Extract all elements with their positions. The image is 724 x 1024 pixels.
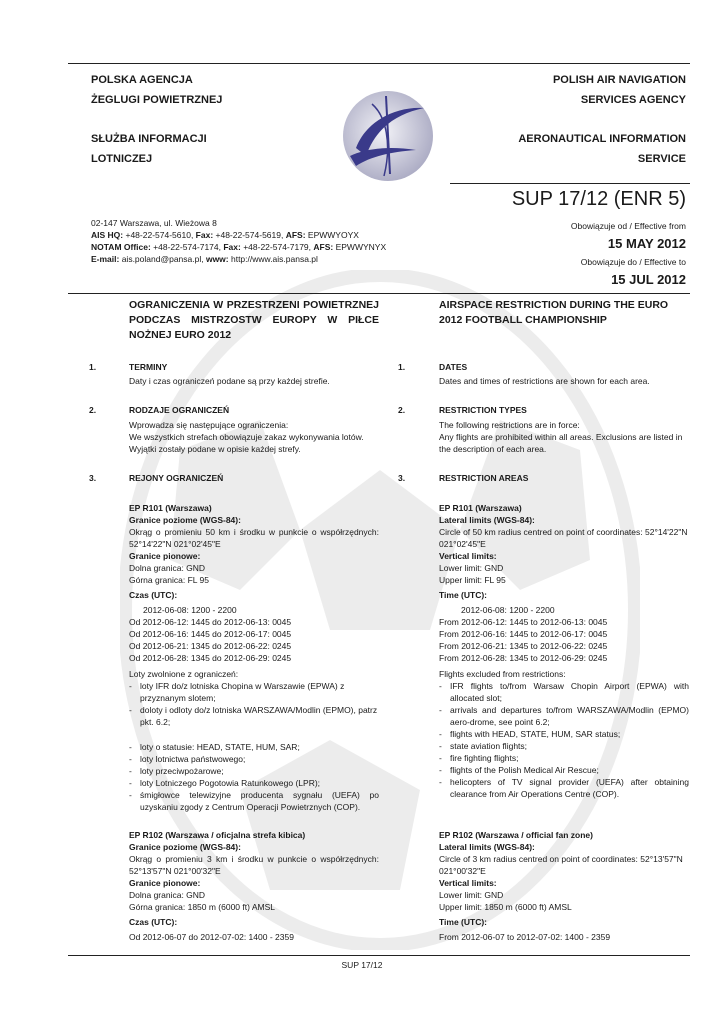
lower-limit: Lower limit: GND	[439, 890, 504, 900]
section-text-en: The following restrictions are in force: Any flights are prohibited within all areas. Exclusions are listed in the description of each area.	[439, 420, 683, 454]
section-text-pl: Daty i czas ograniczeń podane są przy każdej strefie.	[129, 376, 330, 386]
exclusion-item: - doloty i odloty do/z lotniska WARSZAWA/Modlin (EPMO), patrz pkt. 6.2;	[129, 704, 379, 728]
lateral-text: Okrąg o promieniu 3 km i środku w punkcie o współrzędnych: 52°13'57"N 021°00'32"E	[129, 854, 379, 876]
exclusions-label: Flights excluded from restrictions:	[439, 669, 566, 679]
vertical-label: Granice pionowe:	[129, 878, 201, 888]
section-number: 2.	[398, 405, 406, 415]
effective-from-date: 15 MAY 2012	[607, 236, 686, 251]
section-number: 1.	[398, 362, 406, 372]
upper-limit: Upper limit: FL 95	[439, 575, 506, 585]
upper-limit: Górna granica: 1850 m (6000 ft) AMSL	[129, 902, 275, 912]
area-r102-en	[439, 829, 689, 943]
lower-limit: Lower limit: GND	[439, 563, 504, 573]
exclusion-item: - helicopters of TV signal provider (UEFA) after obtaining clearance from Air Operations Centre (COP).	[439, 776, 689, 800]
time-line: From 2012-06-07 to 2012-07-02: 1400 - 2359	[439, 932, 611, 942]
lower-limit: Dolna granica: GND	[129, 890, 206, 900]
exclusion-item: - IFR flights to/from Warsaw Chopin Airport (EPWA) with allocated slot;	[439, 680, 689, 704]
contact-address: 02-147 Warszawa, ul. Wieżowa 8	[91, 218, 217, 228]
header-left-line: POLSKA AGENCJA	[91, 74, 193, 86]
pansa-logo-icon	[336, 86, 436, 186]
time-line: Od 2012-06-07 do 2012-07-02: 1400 - 2359	[129, 932, 294, 942]
footer-rule	[68, 955, 690, 956]
lateral-text: Okrąg o promieniu 50 km i środku w punkcie o współrzędnych: 52°14'22"N 021°02'45"E	[129, 527, 379, 549]
area-name: EP R101 (Warszawa)	[439, 503, 522, 513]
exclusion-item: - fire fighting flights;	[439, 752, 689, 764]
area-name: EP R102 (Warszawa / official fan zone)	[439, 830, 593, 840]
header-right-line: AERONAUTICAL INFORMATION	[518, 133, 686, 145]
title-pl: OGRANICZENIA W PRZESTRZENI POWIETRZNEJ PODCZAS MISTRZOSTW EUROPY W PIŁCE NOŻNEJ EURO 2012	[129, 299, 379, 341]
header-left-line: ŻEGLUGI POWIETRZNEJ	[91, 94, 223, 106]
exclusion-item: - loty Lotniczego Pogotowia Ratunkowego (LPR);	[129, 777, 379, 789]
header-left	[91, 70, 311, 169]
vertical-label: Vertical limits:	[439, 878, 497, 888]
exclusion-item: - state aviation flights;	[439, 740, 689, 752]
time-line: From 2012-06-12: 1445 to 2012-06-13: 0045	[439, 617, 608, 627]
time-label: Time (UTC):	[439, 917, 488, 927]
vertical-label: Granice pionowe:	[129, 551, 201, 561]
page-footer: SUP 17/12	[341, 960, 383, 970]
upper-limit: Upper limit: 1850 m (6000 ft) AMSL	[439, 902, 572, 912]
exclusions-list	[129, 741, 379, 813]
header-right-line: SERVICES AGENCY	[580, 94, 686, 106]
section-title-en: RESTRICTION TYPES	[439, 405, 527, 415]
section-title-pl: REJONY OGRANICZEŃ	[129, 473, 224, 483]
sup-title: SUP 17/12 (ENR 5)	[511, 188, 686, 210]
exclusion-item: - loty o statusie: HEAD, STATE, HUM, SAR;	[129, 741, 379, 753]
exclusion-item: - loty lotnictwa państwowego;	[129, 753, 379, 765]
section-number: 3.	[398, 473, 406, 483]
upper-limit: Górna granica: FL 95	[129, 575, 210, 585]
contact-ais-hq: AIS HQ: +48-22-574-5610, Fax: +48-22-574-5619, AFS: EPWWYOYX	[91, 230, 359, 240]
time-label: Czas (UTC):	[129, 917, 178, 927]
time-line: Od 2012-06-21: 1345 do 2012-06-22: 0245	[129, 641, 292, 651]
title-rule	[450, 183, 690, 184]
exclusion-item: - flights with HEAD, STATE, HUM, SAR status;	[439, 728, 689, 740]
time-line: Od 2012-06-28: 1345 do 2012-06-29: 0245	[129, 653, 292, 663]
top-rule	[68, 63, 690, 64]
area-r101-en	[439, 502, 689, 800]
area-name: EP R102 (Warszawa / oficjalna strefa kibica)	[129, 830, 306, 840]
exclusions-list	[439, 680, 689, 728]
time-line: Od 2012-06-16: 1445 do 2012-06-17: 0045	[129, 629, 292, 639]
exclusion-item: - loty IFR do/z lotniska Chopina w Warszawie (EPWA) z przyznanym slotem;	[129, 680, 379, 704]
header-left-line: LOTNICZEJ	[91, 153, 153, 165]
effective-from-label: Obowiązuje od / Effective from	[570, 221, 686, 231]
exclusion-item: - arrivals and departures to/from WARSZAWA/Modlin (EPMO) aero-drome, see point 6.2;	[439, 704, 689, 728]
contact-notam: NOTAM Office: +48-22-574-7174, Fax: +48-22-574-7179, AFS: EPWWYNYX	[91, 242, 387, 252]
time-label: Time (UTC):	[439, 590, 488, 600]
exclusion-item: - śmigłowce telewizyjne producenta sygnału (UEFA) po uzyskaniu zgody z Centrum Operacji Powietrznych (COP).	[129, 789, 379, 813]
lateral-text: Circle of 3 km radius centred on point of coordinates: 52°13'57"N 021°00'32"E	[439, 854, 683, 876]
section-number: 1.	[89, 362, 97, 372]
title-en: AIRSPACE RESTRICTION DURING THE EURO 2012 FOOTBALL CHAMPIONSHIP	[439, 299, 669, 326]
lateral-text: Circle of 50 km radius centred on point of coordinates: 52°14'22"N 021°02'45"E	[439, 527, 688, 549]
header-bottom-rule	[68, 293, 690, 294]
lateral-label: Granice poziome (WGS-84):	[129, 515, 241, 525]
header-left-line: SŁUŻBA INFORMACJI	[91, 133, 207, 145]
area-name: EP R101 (Warszawa)	[129, 503, 212, 513]
lower-limit: Dolna granica: GND	[129, 563, 206, 573]
effective-to-label: Obowiązuje do / Effective to	[580, 257, 686, 267]
section-title-en: DATES	[439, 362, 468, 372]
section-number: 3.	[89, 473, 97, 483]
lateral-label: Granice poziome (WGS-84):	[129, 842, 241, 852]
time-line: From 2012-06-21: 1345 to 2012-06-22: 0245	[439, 641, 608, 651]
header-right-line: SERVICE	[637, 153, 686, 165]
time-line: From 2012-06-28: 1345 to 2012-06-29: 0245	[439, 653, 608, 663]
effective-to-date: 15 JUL 2012	[611, 272, 686, 287]
section-title-pl: TERMINY	[129, 362, 168, 372]
lateral-label: Lateral limits (WGS-84):	[439, 515, 535, 525]
time-line: From 2012-06-16: 1445 to 2012-06-17: 0045	[439, 629, 608, 639]
time-label: Czas (UTC):	[129, 590, 178, 600]
effective-block	[450, 220, 686, 292]
contact-block	[91, 217, 411, 265]
area-r102-pl	[129, 829, 379, 943]
vertical-label: Vertical limits:	[439, 551, 497, 561]
section-title-en: RESTRICTION AREAS	[439, 473, 529, 483]
header-right	[450, 70, 686, 169]
exclusion-item: - flights of the Polish Medical Air Rescue;	[439, 764, 689, 776]
exclusions-list	[439, 728, 689, 800]
section-text-pl: Wprowadza się następujące ograniczenia: We wszystkich strefach obowiązuje zakaz wykonywania lotów. Wyjątki zostały podane w opisie każdej strefy.	[129, 420, 364, 454]
section-title-pl: RODZAJE OGRANICZEŃ	[129, 405, 230, 415]
exclusions-label: Loty zwolnione z ograniczeń:	[129, 669, 239, 679]
contact-email: E-mail: ais.poland@pansa.pl, www: http://www.ais.pansa.pl	[91, 254, 318, 264]
section-text-en: Dates and times of restrictions are shown for each area.	[439, 376, 650, 386]
time-line: 2012-06-08: 1200 - 2200	[461, 605, 555, 615]
area-r101-pl	[129, 502, 379, 813]
section-number: 2.	[89, 405, 97, 415]
exclusions-list	[129, 680, 379, 728]
time-line: Od 2012-06-12: 1445 do 2012-06-13: 0045	[129, 617, 292, 627]
lateral-label: Lateral limits (WGS-84):	[439, 842, 535, 852]
exclusion-item: - loty przeciwpożarowe;	[129, 765, 379, 777]
header-right-line: POLISH AIR NAVIGATION	[552, 74, 686, 86]
time-line: 2012-06-08: 1200 - 2200	[143, 605, 237, 615]
